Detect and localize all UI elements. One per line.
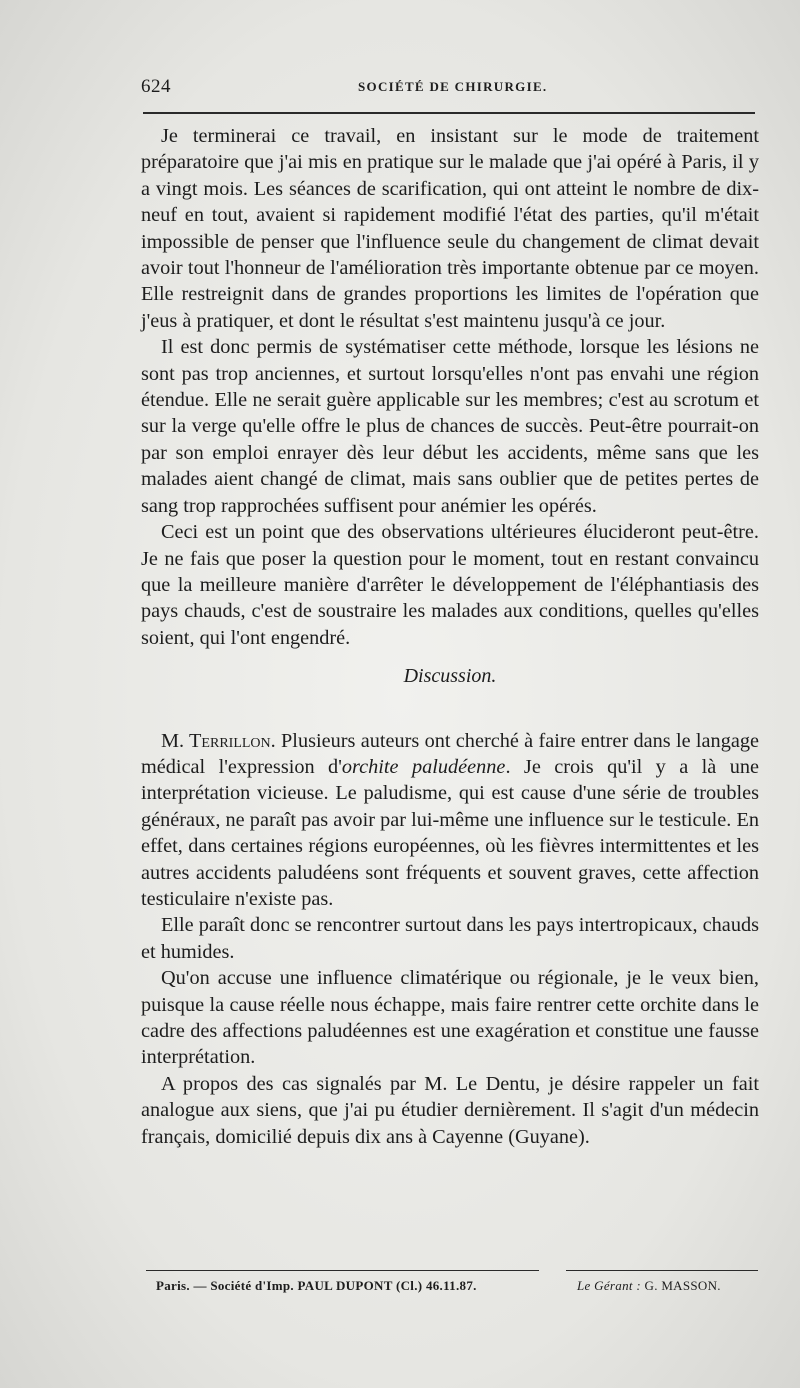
page-footer [146, 1270, 758, 1300]
term-orchite: orchite paludéenne [341, 755, 506, 778]
paragraph-1: Je terminerai ce travail, en insistant sur le mode de traitement préparatoire que j'ai mis en pratique sur le malade que j'ai opéré à Paris, il y a vingt mois. Les séances de scarification, qui ont atteint le nombre de dix-neuf en tout, avaient si rapidement modifié l'état des parties, qu'il m'était impossible de penser que l'influence seule du changement de climat devait avoir tout l'honneur de l'amélioration très importante obtenue par ce moyen. Elle restreignit dans de grandes proportions les limites de l'opération que j'eus à pratiquer, et dont le résultat s'est maintenu jusqu'à ce jour. [141, 125, 759, 332]
paragraph-5: Elle paraît donc se rencontrer surtout dans les pays intertropicaux, chauds et humides. [141, 914, 759, 963]
page-number: 624 [141, 76, 171, 97]
body-text [141, 123, 759, 1150]
page-header [141, 76, 758, 100]
section-gap [141, 702, 759, 728]
gerant-line [577, 1278, 721, 1294]
footer-rule-right [566, 1270, 758, 1271]
paragraph-6: Qu'on accuse une influence climatérique ou régionale, je le veux bien, puisque la cause réelle nous échappe, mais faire rentrer cette orchite dans le cadre des affections paludéennes est une exagération et constitue une fausse interprétation. [141, 967, 759, 1069]
speaker-name: M. Terrillon. [161, 729, 276, 752]
paragraph-7: A propos des cas signalés par M. Le Dentu, je désire rappeler un fait analogue aux siens, que j'ai pu étudier dernièrement. Il s'agit d'un médecin français, domicilié depuis dix ans à Cayenne (Guyane). [141, 1072, 759, 1148]
paragraph-4-after: . Je crois qu'il y a là une interprétation vicieuse. Le paludisme, qui est cause d'une série de troubles généraux, ne paraît pas avoir par lui-même une influence sur le testicule. En effet, dans certaines régions européennes, où les fièvres intermittentes et les autres accidents paludéens sont fréquents et souvent graves, cette affection testiculaire n'existe pas. [141, 755, 759, 910]
printer-imprint: Paris. — Société d'Imp. PAUL DUPONT (Cl.) 46.11.87. [156, 1278, 477, 1293]
footer-rule-left [146, 1270, 539, 1271]
gerant-name: G. MASSON. [644, 1278, 721, 1293]
header-rule [143, 112, 755, 114]
gerant-label: Le Gérant : [577, 1278, 641, 1293]
paragraph-2: Il est donc permis de systématiser cette méthode, lorsque les lésions ne sont pas trop anciennes, et surtout lorsqu'elles n'ont pas envahi une région étendue. Elle ne serait guère applicable sur les membres; c'est au scrotum et sur la verge qu'elle offre le plus de chances de succès. Peut-être pourrait-on par son emploi enrayer dès leur début les accidents, même sans que les malades aient changé de climat, mais sans oublier que de petites pertes de sang trop rapprochées suffisent pour anémier les opérés. [141, 336, 759, 517]
discussion-heading: Discussion. [403, 665, 497, 688]
paragraph-4-before: Plusieurs auteurs ont cherché à faire entrer dans le langage médical l'expression d' [141, 729, 759, 778]
running-title: SOCIÉTÉ DE CHIRURGIE. [358, 79, 548, 94]
paragraph-terrillon [141, 728, 759, 913]
paragraph-3: Ceci est un point que des observations ultérieures élucideront peut-être. Je ne fais que poser la question pour le moment, tout en restant convaincu que la meilleure manière d'arrêter le développement de l'éléphantiasis des pays chauds, c'est de soustraire les malades aux conditions, quelles qu'elles soient, qui l'ont engendré. [141, 521, 759, 649]
